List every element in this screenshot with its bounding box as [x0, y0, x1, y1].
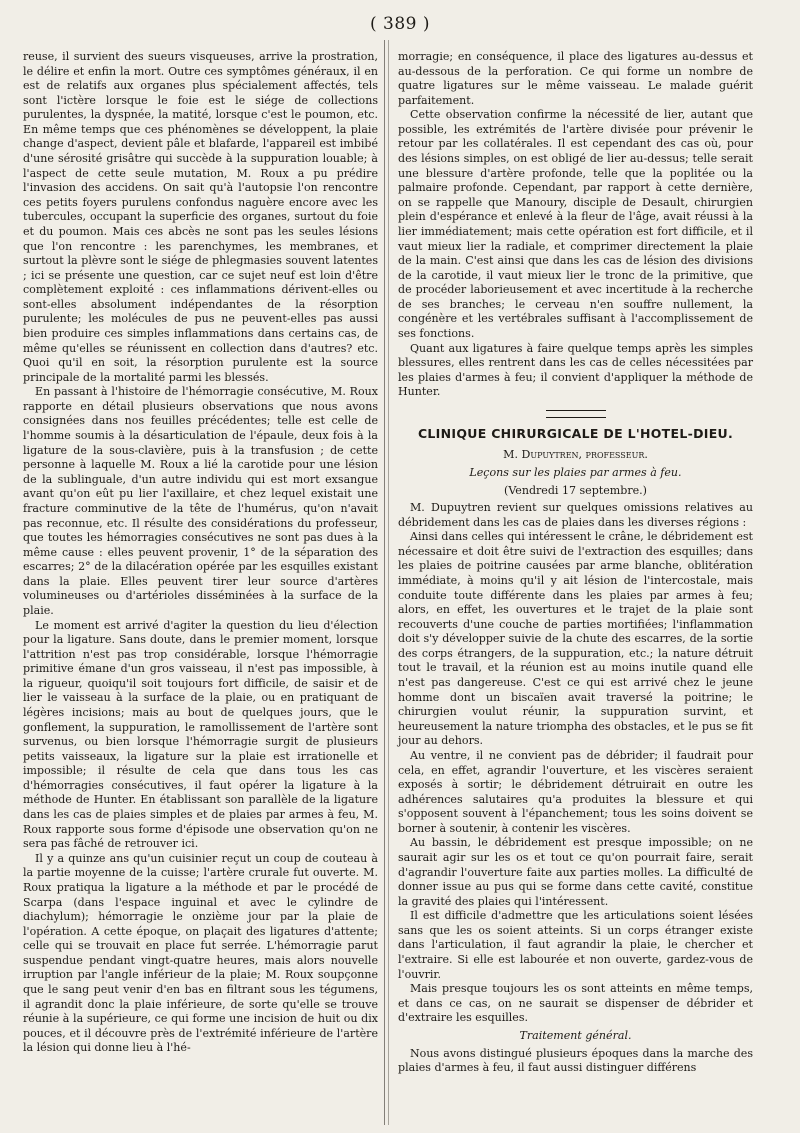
- right-paragraph: Mais presque toujours les os sont atteints en même temps, et dans ce cas, on ne saurait se dispenser de débrider et d'extraire les esquilles.: [398, 982, 753, 1025]
- right-column: [398, 50, 753, 1076]
- left-column: [23, 50, 378, 1056]
- lesson-date: (Vendredi 17 septembre.): [504, 483, 647, 497]
- right-paragraph: Cette observation confirme la nécessité de lier, autant que possible, les extrémités de l'artère divisée pour prévenir le retour par les collatérales. Il est cependant des cas où, pour des lésions simples, on est obligé de lier au-dessus; telle serait une blessure d'artère profonde, telle que la poplitée ou la palmaire profonde. Cependant, par rapport à cette dernière, on se rappelle que Manoury, disciple de Desault, chirurgien plein d'espérance et enlevé à la fleur de l'âge, avait réussi à la lier immédiatement; mais cette opération est fort difficile, et il vaut mieux lier la radiale, et comprimer directement la plaie de la main. C'est ainsi que dans les cas de lésion des divisions de la carotide, il vaut mieux lier le tronc de la primitive, que de procéder laborieusement et avec incertitude à la recherche de ses branches; le cerveau n'en souffre nullement, la congénère et les vertébrales suffisant à l'accomplissement de ses fonctions.: [398, 108, 753, 340]
- left-paragraph: En passant à l'histoire de l'hémorragie consécutive, M. Roux rapporte en détail plusieurs observations que nous avons consignées dans nos feuilles précédentes; telle est celle de l'homme soumis à la désarticulation de l'épaule, deux fois à la ligature de la sous-clavière, puis à la transfusion ; de cette personne à laquelle M. Roux a lié la carotide pour une lésion de la sublinguale, d'un autre individu qui est mort exsangue avant qu'on eût pu lier l'axillaire, et chez lequel existait une fracture comminutive de la tête de l'humérus, qu'on n'avait pas reconnue, etc. Il résulte des considérations du professeur, que toutes les hémorragies consécutives ne sont pas dues à la même cause : elles peuvent provenir, 1° de la séparation des escarres; 2° de la dilacération opérée par les esquilles existant dans la plaie. Elles peuvent tirer leur source d'artères volumineuses ou d'artérioles disséminées à la surface de la plaie.: [23, 385, 378, 617]
- right-paragraph: morragie; en conséquence, il place des ligatures au-dessus et au-dessous de la perforation. Ce qui forme un nombre de quatre ligatures sur le même vaisseau. Le malade guérit parfaitement.: [398, 50, 753, 107]
- subheading-text: Traitement général.: [519, 1028, 632, 1042]
- right-paragraph: Nous avons distingué plusieurs époques dans la marche des plaies d'armes à feu, il faut aussi distinguer différens: [398, 1046, 753, 1075]
- lesson-title: [398, 466, 753, 481]
- column-divider: [384, 40, 385, 1125]
- subheading: [398, 1029, 753, 1044]
- right-paragraph: Au bassin, le débridement est presque impossible; on ne saurait agir sur les os et tout ce qu'on pourrait faire, serait d'agrandir l'ouverture faite aux parties molles. La difficulté de donner issue au pus qui se forme dans cette cavité, constitue la gravité des plaies qui l'intéressent.: [398, 836, 753, 908]
- left-paragraph: reuse, il survient des sueurs visqueuses, arrive la prostration, le délire et enfin la mort. Outre ces symptômes généraux, il en est de relatifs aux organes plus spécialement affectés, tels sont l'ictère lorsque le foie est le siége de collections purulentes, la dyspnée, la matité, lorsque c'est le poumon, etc. En même temps que ces phénomènes se développent, la plaie change d'aspect, devient pâle et blafarde, l'appareil est imbibé d'une sérosité grisâtre qui succède à la suppuration louable; à l'aspect de cette seule mutation, M. Roux a pu prédire l'invasion des accidens. On sait qu'à l'autopsie l'on rencontre ces petits foyers purulens confondus naguère encore avec les tubercules, occupant la superficie des organes, surtout du foie et du poumon. Mais ces abcès ne sont pas les seules lésions que l'on rencontre : les parenchymes, les membranes, et surtout la plèvre sont le siége de phlegmasies souvent latentes ; ici se présente une question, car ce sujet neuf est loin d'être complètement exploité : ces inflammations dérivent-elles ou sont-elles absolument indépendantes de la résorption purulente; les molécules de pus ne peuvent-elles pas aussi bien produire ces simples inflammations dans certains cas, de même qu'elles se réunissent en collection dans d'autres? etc. Quoi qu'il en soit, la résorption purulente est la source principale de la mortalité parmi les blessés.: [23, 50, 378, 384]
- right-paragraph: Ainsi dans celles qui intéressent le crâne, le débridement est nécessaire et doit être suivi de l'extraction des esquilles; dans les plaies de poitrine causées par arme blanche, oblitération immédiate, à moins qu'il y ait lésion de l'intercostale, mais conduite toute différente dans les plaies par armes à feu; alors, en effet, les ouvertures et le trajet de la plaie sont recouverts d'une couche de parties mortifiées; l'inflammation doit s'y développer suivie de la chute des escarres, de la sortie des corps étrangers, de la suppuration, etc.; la nature détruit tout le travail, et la réunion est au moins inutile quand elle n'est pas dangereuse. C'est ce qui est arrivé chez le jeune homme dont un biscaïen avait traversé la poitrine; le chirurgien voulut réunir, la suppuration survint, et heureusement la nature triompha des obstacles, et le pus se fit jour au dehors.: [398, 530, 753, 748]
- section-title: CLINIQUE CHIRURGICALE DE L'HOTEL-DIEU.: [417, 425, 734, 441]
- right-paragraph: Au ventre, il ne convient pas de débrider; il faudrait pour cela, en effet, agrandir l'ouverture, et les viscères seraient exposés à sortir; le débridement détruirait en outre les adhérences salutaires qu'a produites la blessure et qui s'opposent souvent à l'épanchement; tous les soins doivent se borner à soutenir, à contenir les viscères.: [398, 748, 753, 835]
- right-paragraph: M. Dupuytren revient sur quelques omissions relatives au débridement dans les cas de plaies dans les diverses régions :: [398, 501, 753, 529]
- left-paragraph: Le moment est arrivé d'agiter la question du lieu d'élection pour la ligature. Sans doute, dans le premier moment, lorsque l'attrition n'est pas trop considérable, lorsque l'hémorragie primitive émane d'un gros vaisseau, il n'est pas impossible, à la rigueur, quoiqu'il soit toujours fort difficile, de saisir et de lier le vaisseau à la surface de la plaie, ou en pratiquant de légères incisions; mais au bout de quelques jours, que le gonflement, la suppuration, le ramollissement de l'artère sont survenus, ou bien lorsque l'hémorragie surgit de plusieurs petits vaisseaux, la ligature sur la plaie est irrationelle et impossible; il résulte de cela que dans tous les cas d'hémorragies consécutives, il faut opérer la ligature à la méthode de Hunter. En établissant son parallèle de la ligature dans les cas de plaies simples et de plaies par armes à feu, M. Roux rapporte sous forme d'épisode une observation qu'on ne sera pas fâché de retrouver ici.: [23, 618, 378, 851]
- section-separator: [546, 410, 606, 418]
- page-number: ( 389 ): [369, 14, 431, 34]
- right-paragraph: Il est difficile d'admettre que les articulations soient lésées sans que les os soient atteints. Si un corps étranger existe dans l'articulation, il faut agrandir la plaie, le chercher et l'extraire. Si elle est labourée et non ouverte, gardez-vous de l'ouvrir.: [398, 909, 753, 981]
- column-divider-secondary: [388, 40, 389, 1125]
- right-paragraph: Quant aux ligatures à faire quelque temps après les simples blessures, elles rentrent dans les cas de celles nécessitées par les plaies d'armes à feu; il convient d'appliquer la méthode de Hunter.: [398, 341, 753, 399]
- lesson-title-text: Leçons sur les plaies par armes à feu.: [469, 465, 682, 479]
- professor-line: M. Dupuytren, professeur.: [503, 448, 648, 462]
- left-paragraph: Il y a quinze ans qu'un cuisinier reçut un coup de couteau à la partie moyenne de la cuisse; l'artère crurale fut ouverte. M. Roux pratiqua la ligature a la méthode et par le procédé de Scarpa (dans l'espace inguinal et avec le cylindre de diachylum); hémorragie le onzième jour par la plaie de l'opération. A cette époque, on plaçait des ligatures d'attente; celle qui se trouvait en place fut serrée. L'hémorragie parut suspendue pendant vingt-quatre heures, mais alors nouvelle irruption par l'angle inférieur de la plaie; M. Roux soupçonne que le sang peut venir d'en bas en filtrant sous les tégumens, il agrandit donc la plaie inférieure, de sorte qu'elle se trouve réunie à la supérieure, ce qui forme une incision de huit ou dix pouces, et il découvre près de l'extrémité inférieure de l'artère la lésion qui donne lieu à l'hé-: [23, 851, 378, 1055]
